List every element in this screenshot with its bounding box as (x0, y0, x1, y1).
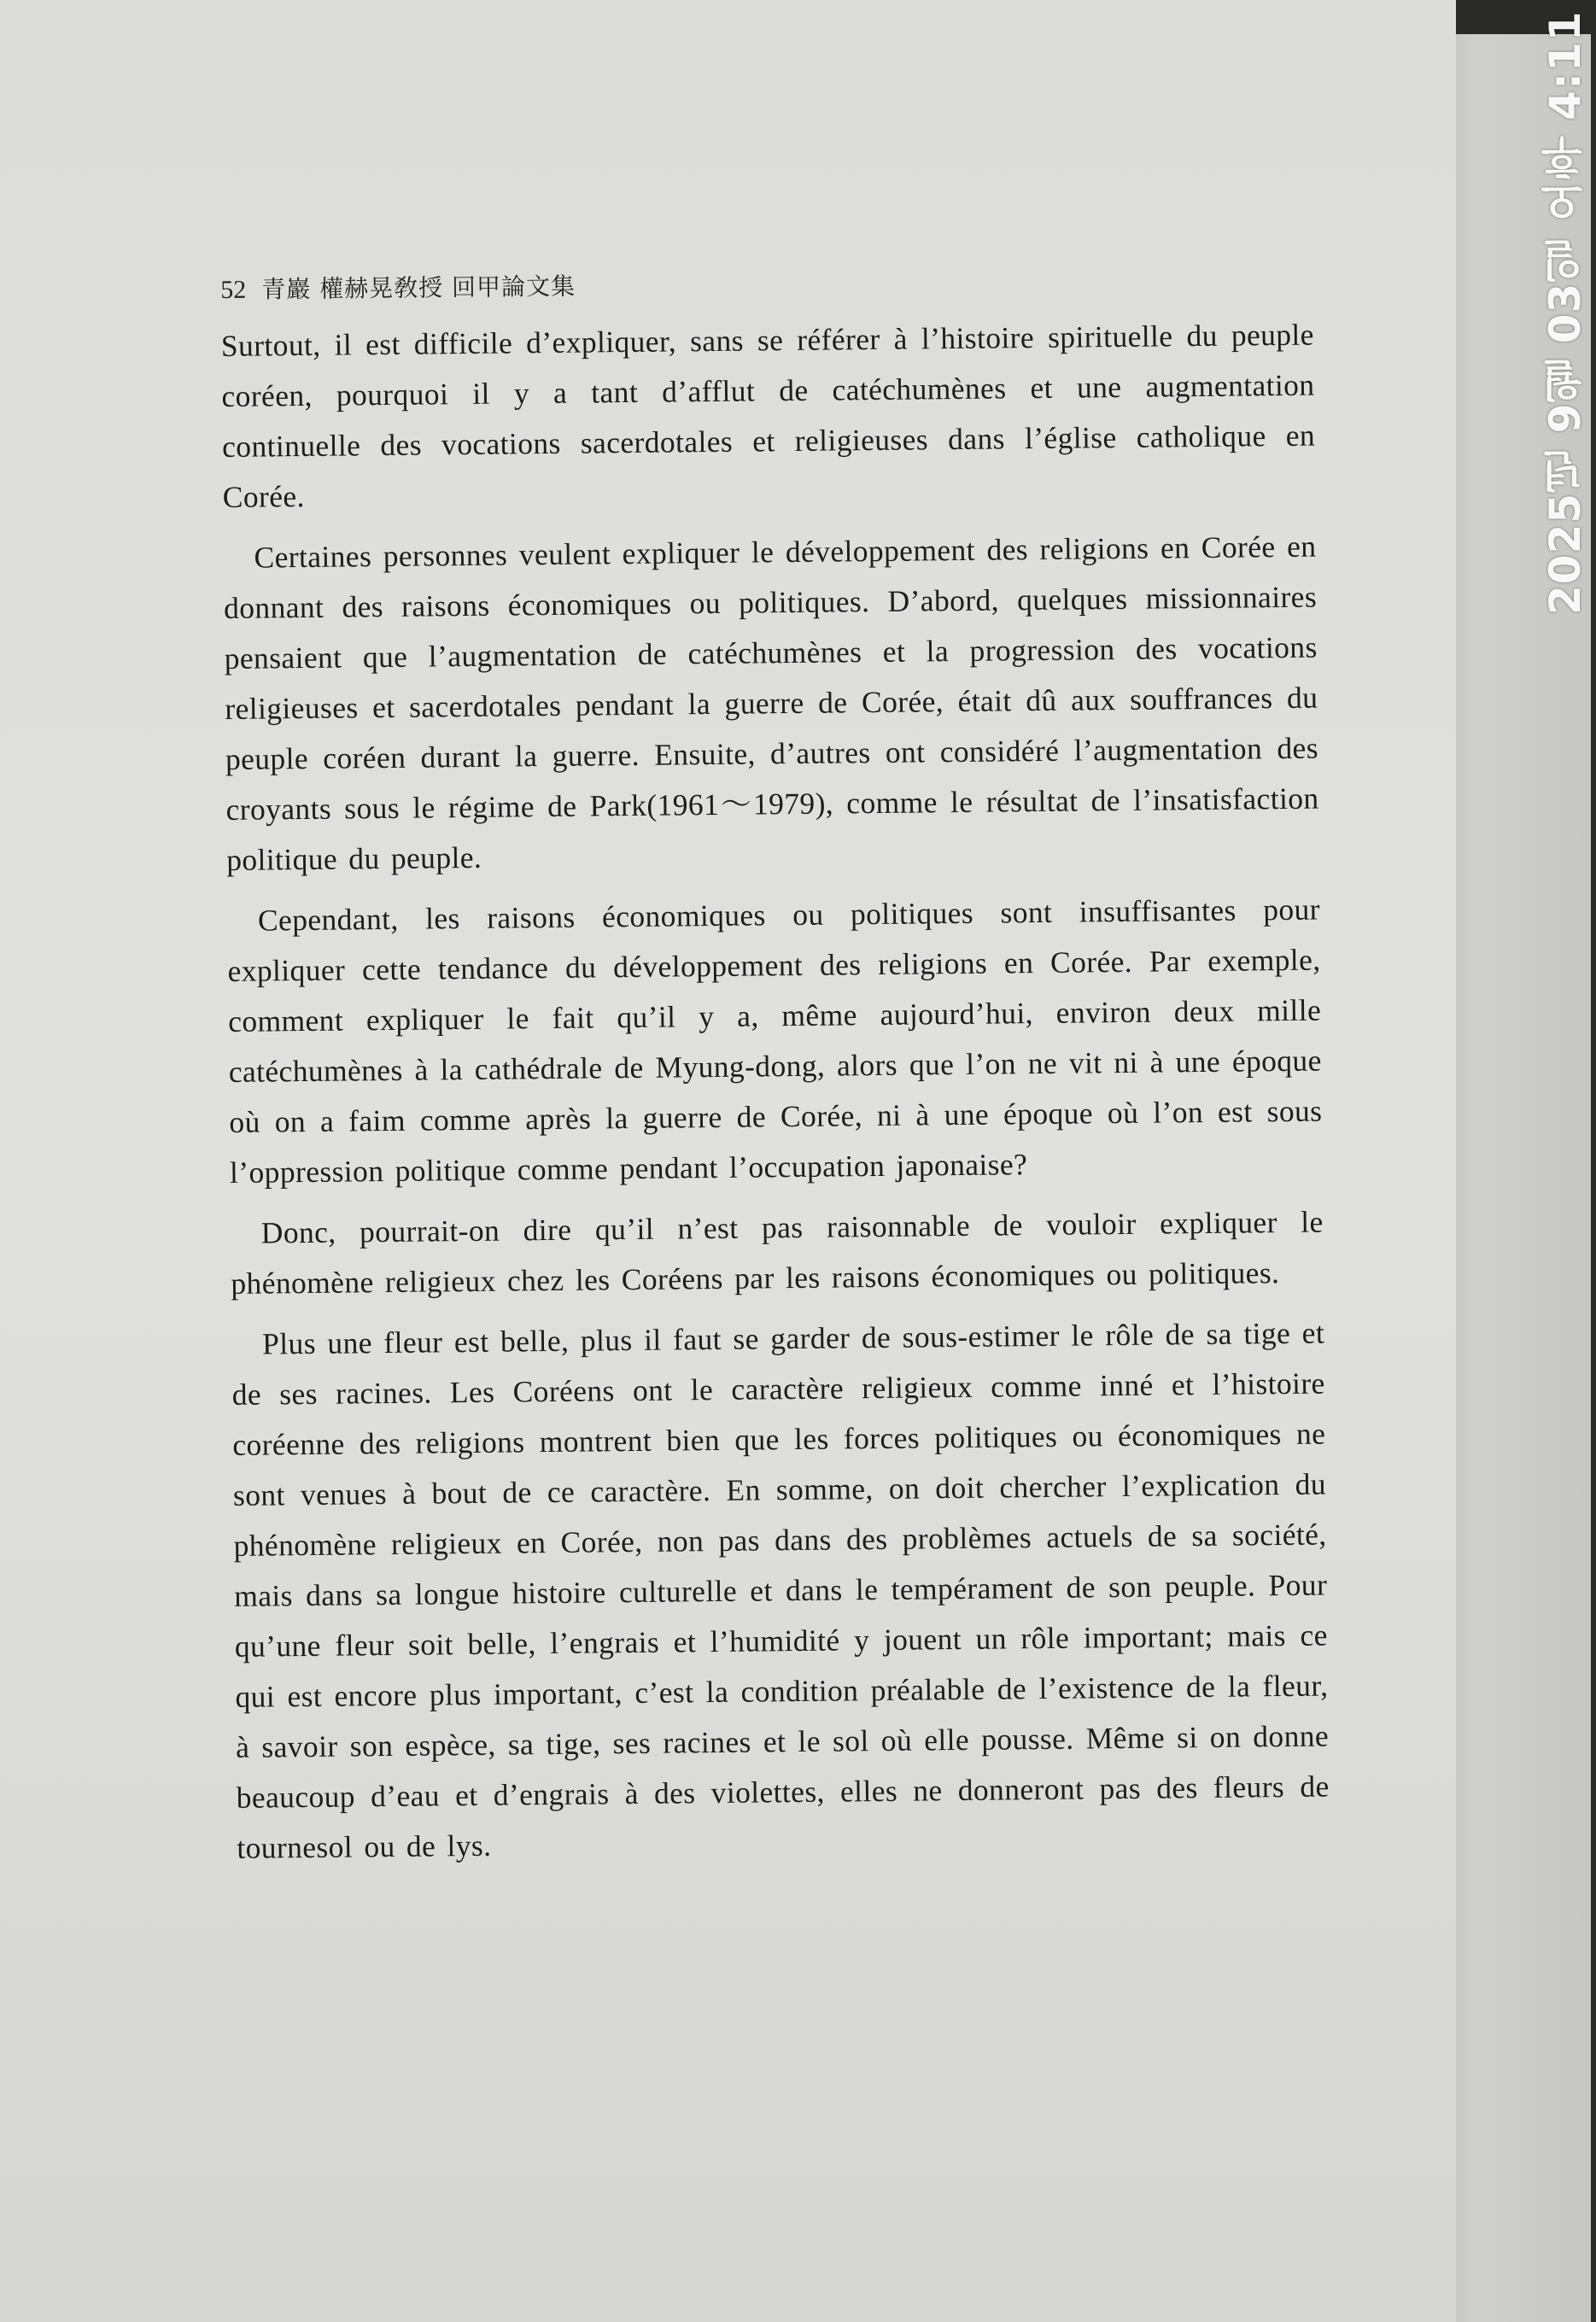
photo-timestamp: 2025년 9월 03일 오후 4:11 (1540, 10, 1590, 615)
running-title: 青巖 權赫晃敎授 回甲論文集 (261, 272, 576, 304)
paragraph-2: Certaines personnes veulent expliquer le développement des religions en Corée en donnant des raisons économiques ou politiques. D’abord, quelques missionnaires pensaient que l’augmentation de catéchumènes et la progression des vocations religieuses et sacerdotales pendant la guerre de Corée, était dû aux souffrances du peuple coréen durant la guerre. Ensuite, d’autres ont considéré l’augmentation des croyants sous le régime de Park(1961〜1979), comme le résultat de l’insatisfaction politique du peuple. (223, 529, 1319, 877)
paragraph-5: Plus une fleur est belle, plus il faut se garder de sous-estimer le rôle de sa tige et de ses racines. Les Coréens ont le caractère religieux comme inné et l’histoire coréenne des religions montrent bien que les forces politiques ou économiques ne sont venues à bout de ce caractère. En somme, on doit chercher l’explication du phénomène religieux en Corée, non pas dans des problèmes actuels de sa société, mais dans sa longue histoire culturelle et dans le tempérament de son peuple. Pour qu’une fleur soit belle, l’engrais et l’humidité y jouent un rôle important; mais ce qui est encore plus important, c’est la condition préalable de l’existence de la fleur, à savoir son espèce, sa tige, ses racines et le sol où elle pousse. Même si on donne beaucoup d’eau et d’engrais à des violettes, elles ne donneront pas des fleurs de tournesol ou de lys. (231, 1315, 1330, 1865)
page-number: 52 (220, 275, 247, 304)
paragraph-4: Donc, pourrait-on dire qu’il n’est pas raisonnable de vouloir expliquer le phénomène religieux chez les Coréens par les raisons économiques ou politiques. (231, 1204, 1324, 1301)
paragraph-3: Cependant, les raisons économiques ou politiques sont insuffisantes pour expliquer cette tendance du développement des religions en Corée. Par exemple, comment expliquer le fait qu’il y a, même aujourd’hui, environ deux mille catéchumènes à la cathédrale de Myung-dong, alors que l’on ne vit ni à une époque où on a faim comme après la guerre de Corée, ni à une époque où l’on est sous l’oppression politique comme pendant l’occupation japonaise? (227, 892, 1323, 1190)
page-content (220, 260, 1330, 1884)
paragraph-1: Surtout, il est difficile d’expliquer, sans se référer à l’histoire spirituelle du peuple coréen, pourquoi il y a tant d’afflut de catéchumènes et une augmentation continuelle des vocations sacerdotales et religieuses dans l’église catholique en Corée. (220, 317, 1316, 514)
